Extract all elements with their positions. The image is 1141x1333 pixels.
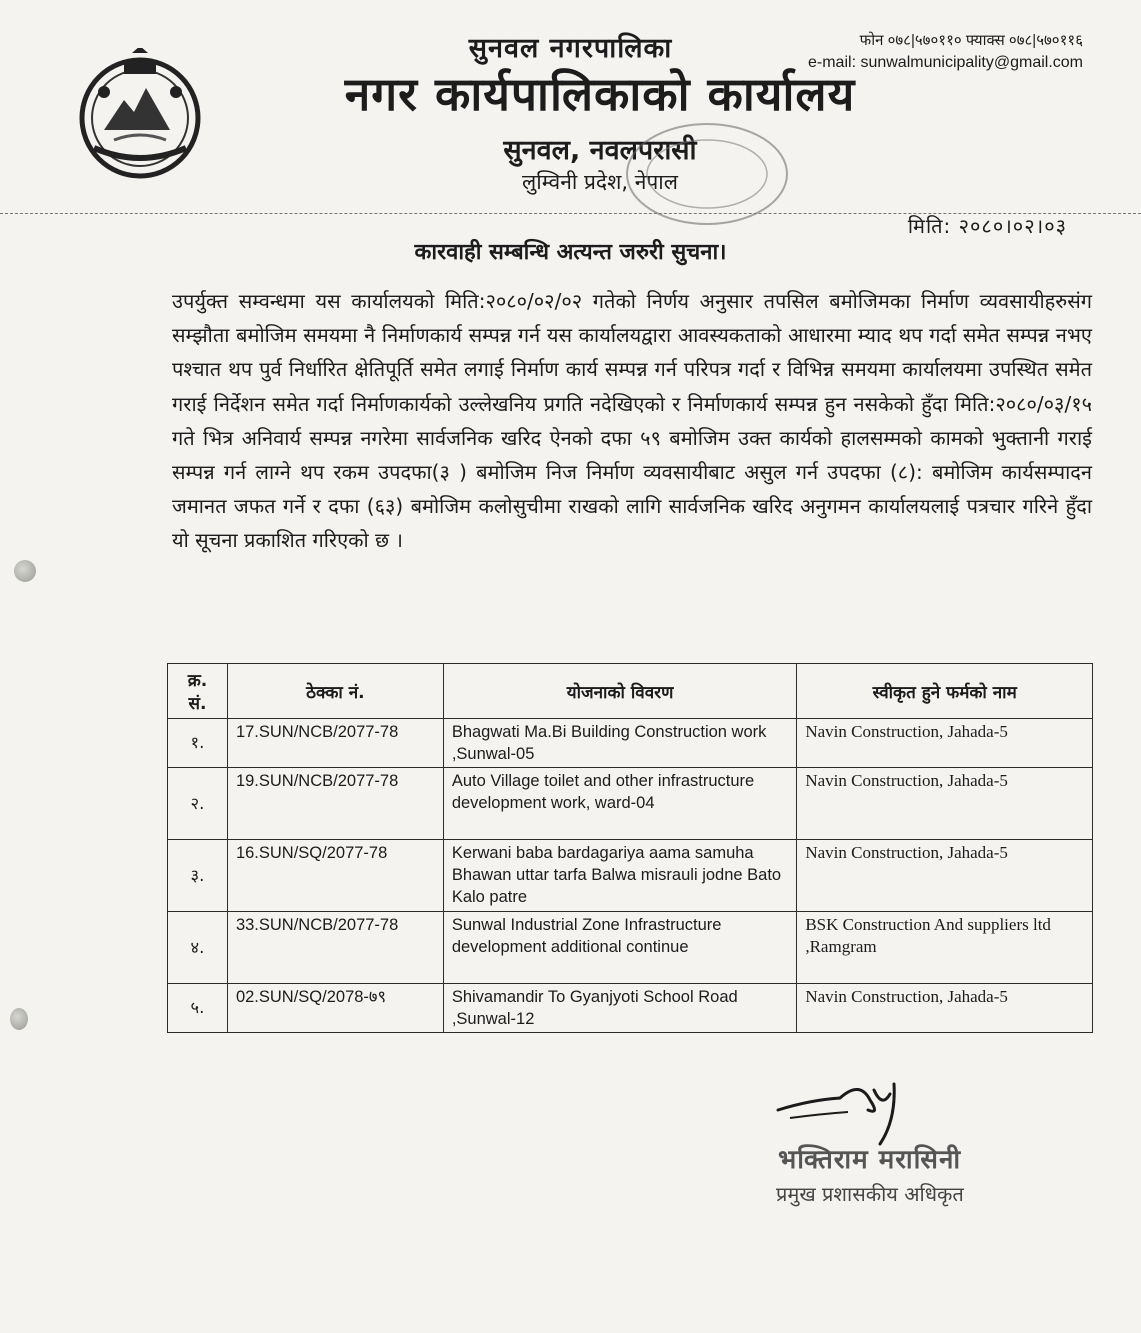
- row-sn: ४.: [168, 912, 228, 984]
- row-contract: 16.SUN/SQ/2077-78: [227, 840, 443, 912]
- municipality-name: सुनवल नगरपालिका: [468, 33, 673, 64]
- row-firm: Navin Construction, Jahada-5: [797, 719, 1093, 768]
- table-row: [168, 840, 1093, 912]
- office-title: नगर कार्यपालिकाको कार्यालय: [344, 67, 856, 121]
- row-contract: 02.SUN/SQ/2078-७९: [227, 984, 443, 1033]
- table-row: [168, 912, 1093, 984]
- row-sn: ५.: [168, 984, 228, 1033]
- row-contract: 19.SUN/NCB/2077-78: [227, 768, 443, 840]
- table-row: [168, 719, 1093, 768]
- row-sn: १.: [168, 719, 228, 768]
- row-contract: 33.SUN/NCB/2077-78: [227, 912, 443, 984]
- row-sn: २.: [168, 768, 228, 840]
- table-header-row: [168, 664, 1093, 719]
- notice-subject: कारवाही सम्बन्धि अत्यन्त जरुरी सुचना।: [414, 240, 727, 265]
- row-firm: Navin Construction, Jahada-5: [797, 768, 1093, 840]
- notice-date: मिति: २०८०।०२।०३: [907, 214, 1067, 238]
- row-sn: ३.: [168, 840, 228, 912]
- row-description: Bhagwati Ma.Bi Building Construction work ,Sunwal-05: [443, 719, 797, 768]
- office-province: लुम्विनी प्रदेश, नेपाल: [522, 170, 678, 194]
- col-description: योजनाको विवरण: [443, 664, 797, 719]
- contact-info: [808, 30, 1083, 74]
- email-address: e-mail: sunwalmunicipality@gmail.com: [808, 54, 1083, 71]
- contract-table: [167, 663, 1093, 1033]
- row-firm: BSK Construction And suppliers ltd ,Ramgram: [797, 912, 1093, 984]
- nepal-emblem-icon: [74, 48, 206, 184]
- signatory-title: प्रमुख प्रशासकीय अधिकृत: [776, 1182, 964, 1206]
- col-sn: क्र. सं.: [168, 664, 228, 719]
- punch-hole: [10, 1008, 28, 1030]
- office-location: सुनवल, नवलपरासी: [503, 135, 697, 166]
- row-description: Shivamandir To Gyanjyoti School Road ,Sunwal-12: [443, 984, 797, 1033]
- notice-body: उपर्युक्त सम्वन्धमा यस कार्यालयको मिति:२०८०/०२/०२ गतेको निर्णय अनुसार तपसिल बमोजिमका निर्माण व्यवसायीहरुसंग सम्झौता बमोजिम समयमा नै निर्माणकार्य सम्पन्न गर्न यस कार्यालयद्वारा आवस्यकताको आधारमा म्याद थप गर्दा समेत सम्पन्न नभए पश्चात थप पुर्व निर्धारित क्षेतिपूर्ति समेत लगाई निर्माण कार्य सम्पन्न गर्न परिपत्र गर्दा र विभिन्न समयमा कार्यालयमा उपस्थित समेत गराई निर्देशन समेत गर्दा निर्माणकार्यको उल्लेखनिय प्रगति नदेखिएको र निर्माणकार्य सम्पन्न हुन नसकेको हुँदा मिति:२०८०/०३/१५ गते भित्र अनिवार्य सम्पन्न नगरेमा सार्वजनिक खरिद ऐनको दफा ५९ बमोजिम उक्त कार्यको हालसम्मको कामको भुक्तानी गराई सम्पन्न गर्न लाग्ने थप रकम उपदफा(३ ) बमोजिम निज निर्माण व्यवसायीबाट असुल गर्न उपदफा (८): बमोजिम कार्यसम्पादन जमानत जफत गर्ने र दफा (६३) बमोजिम कलोसुचीमा राखको लागि सार्वजनिक खरिद अनुगमन कार्यालयलाई पत्रचार गरिने हुँदा यो सूचना प्रकाशित गरिएको छ ।: [172, 289, 1092, 553]
- table-row: [168, 984, 1093, 1033]
- row-description: Sunwal Industrial Zone Infrastructure development additional continue: [443, 912, 797, 984]
- row-description: Kerwani baba bardagariya aama samuha Bhawan uttar tarfa Balwa misrauli jodne Bato Kalo patre: [443, 840, 797, 912]
- col-contract: ठेक्का नं.: [227, 664, 443, 719]
- handwritten-signature-icon: [770, 1070, 920, 1148]
- signatory-name: भक्तिराम मरासिनी: [778, 1145, 962, 1175]
- phone-fax: फोन ०७८|५७०११० फ्याक्स ०७८|५७०११६: [859, 32, 1083, 49]
- row-firm: Navin Construction, Jahada-5: [797, 984, 1093, 1033]
- row-firm: Navin Construction, Jahada-5: [797, 840, 1093, 912]
- table-row: [168, 768, 1093, 840]
- row-contract: 17.SUN/NCB/2077-78: [227, 719, 443, 768]
- col-firm: स्वीकृत हुने फर्मको नाम: [797, 664, 1093, 719]
- punch-hole: [14, 560, 36, 582]
- row-description: Auto Village toilet and other infrastructure development work, ward-04: [443, 768, 797, 840]
